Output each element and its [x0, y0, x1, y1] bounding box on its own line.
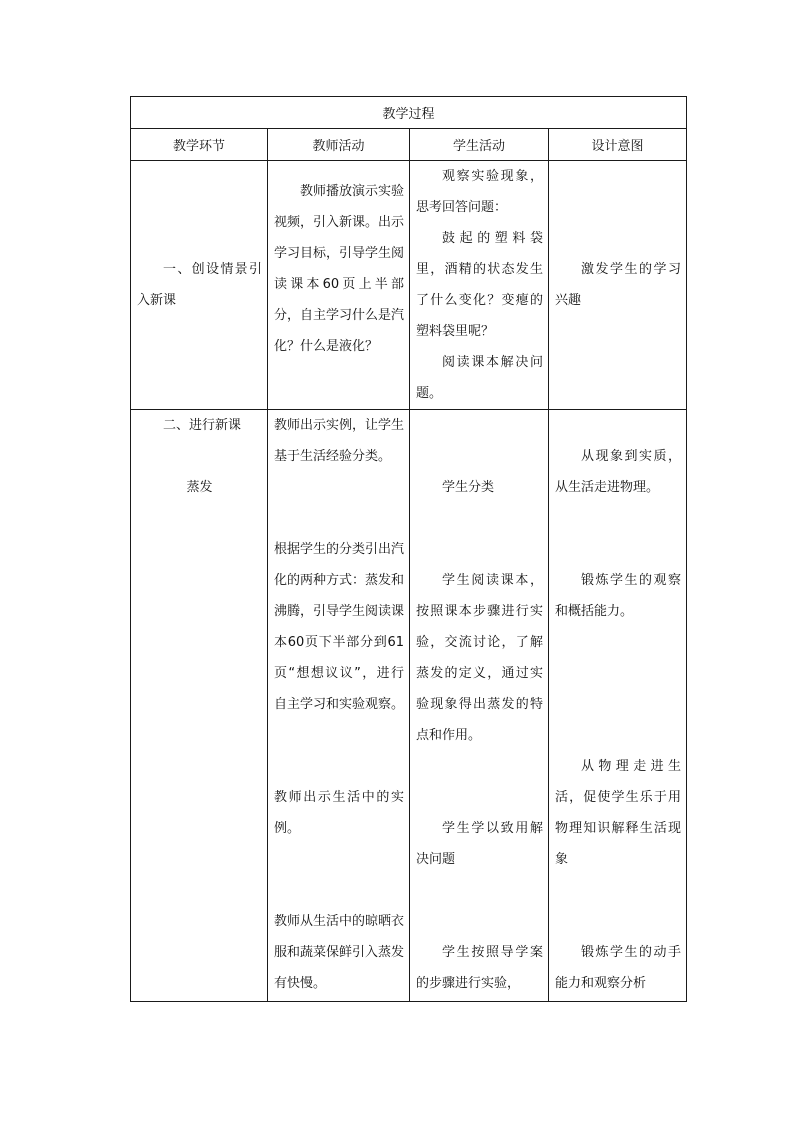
row2-intent-cell — [549, 410, 687, 1002]
row1-teacher-cell — [268, 161, 410, 410]
row2-student-3: 学生学以致用解决问题 — [416, 821, 543, 867]
header-teacher-activity: 教师活动 — [268, 129, 410, 161]
row2-teacher-3: 教师出示生活中的实例。 — [274, 790, 404, 836]
header-student-activity: 学生活动 — [410, 129, 549, 161]
row2-student-4: 学生按照导学案的步骤进行实验， — [416, 945, 543, 991]
row2-stage-cell — [131, 410, 268, 1002]
row1-intent: 激发学生的学习兴趣 — [555, 262, 682, 308]
table-row — [131, 410, 687, 1002]
row1-teacher: 教师播放演示实验视频，引入新课。出示学习目标，引导学生阅读课本60页上半部分，自主学习什么是汽化？什么是液化？ — [274, 184, 405, 354]
row1-student-2: 鼓起的塑料袋里，酒精的状态发生了什么变化？变瘪的塑料袋里呢？ — [416, 231, 543, 339]
row1-stage-cell — [131, 161, 268, 410]
row2-student-cell — [410, 410, 549, 1002]
row2-teacher-1: 教师出示实例，让学生基于生活经验分类。 — [274, 418, 405, 464]
row1-student-3: 阅读课本解决问题。 — [416, 355, 543, 401]
header-design-intent: 设计意图 — [549, 129, 687, 161]
row1-student-cell — [410, 161, 549, 410]
row1-student-1: 观察实验现象，思考回答问题： — [416, 169, 543, 215]
row1-intent-cell — [549, 161, 687, 410]
table-row — [131, 161, 687, 410]
row2-intent-4: 锻炼学生的动手能力和观察分析 — [555, 945, 682, 991]
row2-student-1: 学生分类 — [442, 480, 495, 495]
row2-stage-2: 蒸发 — [186, 480, 213, 495]
table-title: 教学过程 — [131, 97, 687, 129]
header-stage: 教学环节 — [131, 129, 268, 161]
row2-teacher-cell — [268, 410, 410, 1002]
row2-intent-2: 锻炼学生的观察和概括能力。 — [555, 573, 682, 619]
row2-intent-3: 从物理走进生活，促使学生乐于用物理知识解释生活现象 — [555, 759, 682, 867]
row2-teacher-4: 教师从生活中的晾晒衣服和蔬菜保鲜引入蒸发有快慢。 — [274, 914, 405, 991]
teaching-process-table — [130, 96, 687, 1002]
row2-stage-1: 二、进行新课 — [163, 418, 242, 433]
row1-stage: 一、创设情景引入新课 — [137, 262, 262, 308]
row2-teacher-2: 根据学生的分类引出汽化的两种方式：蒸发和沸腾，引导学生阅读课本60页下半部分到61页“想想议议”，进行自主学习和实验观察。 — [274, 542, 405, 712]
row2-student-2: 学生阅读课本，按照课本步骤进行实验，交流讨论，了解蒸发的定义，通过实验现象得出蒸发的特点和作用。 — [416, 573, 543, 743]
row2-intent-1: 从现象到实质，从生活走进物理。 — [555, 449, 682, 495]
